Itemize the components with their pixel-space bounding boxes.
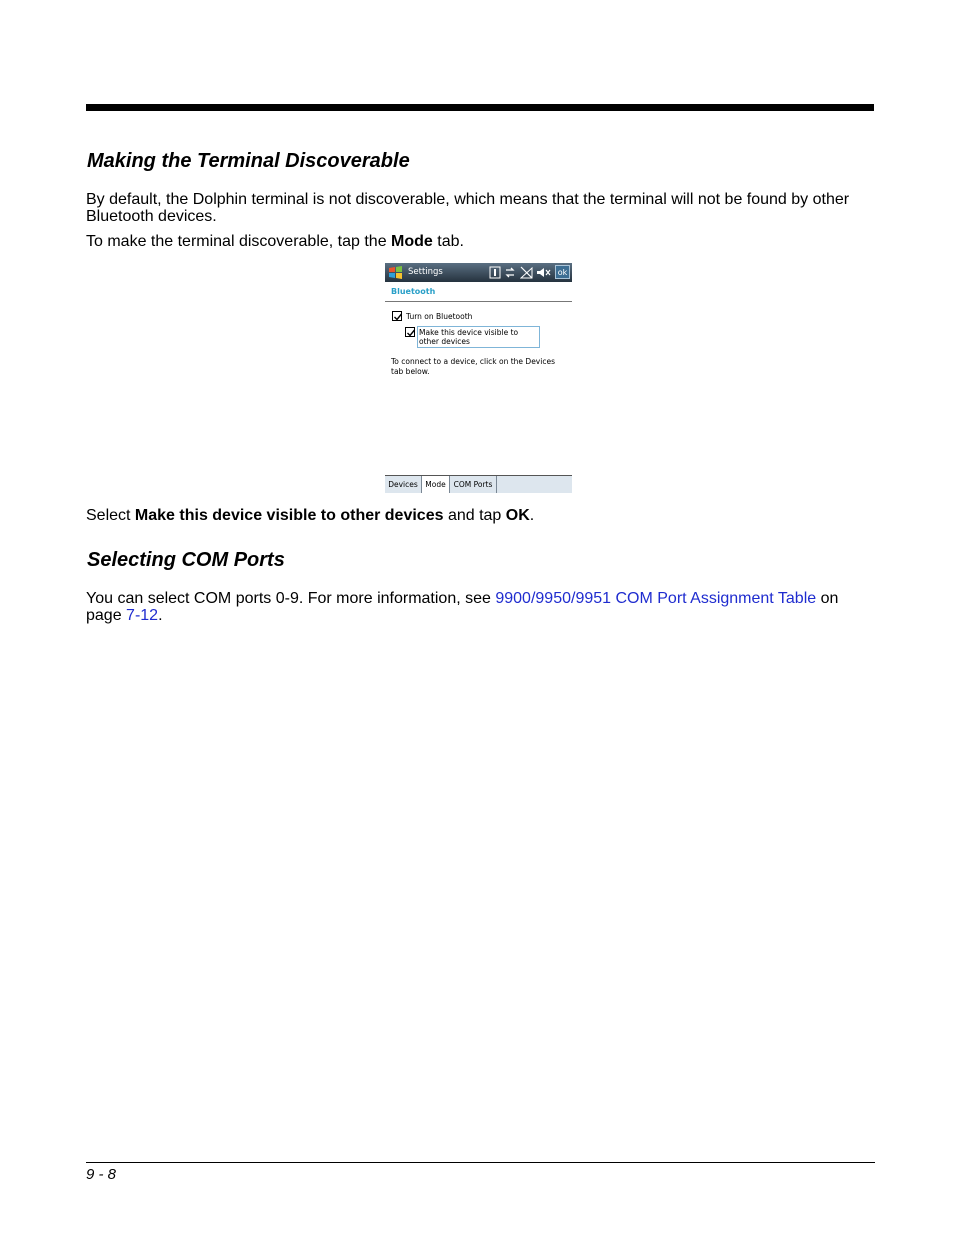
footer-rule [86,1162,875,1163]
mode-tab-instruction [86,233,876,250]
mode-term: Mode [391,233,433,250]
tab-com-ports[interactable]: COM Ports [450,476,497,493]
text-fragment: on page [86,590,839,624]
com-ports-paragraph [86,590,876,624]
device-screenshot [385,263,572,493]
volume-muted-icon[interactable] [536,266,551,279]
tab-devices[interactable]: Devices [385,476,422,493]
turn-on-bluetooth-label: Turn on Bluetooth [406,312,473,321]
option-term: Make this device visible to other devices [134,507,444,524]
com-port-table-link[interactable]: 9900/9950/9951 COM Port Assignment Table [495,590,817,607]
page-reference-link[interactable]: 7-12 [126,607,159,624]
device-title-bar [385,263,572,282]
text-fragment: . [529,507,535,524]
visible-to-others-checkbox[interactable] [405,327,415,337]
connectivity-icon[interactable] [504,266,516,279]
info-status-icon[interactable] [489,266,501,279]
page-number: 9 - 8 [86,1166,117,1183]
ok-term: OK [505,507,530,524]
text-fragment: You can select COM ports 0-9. For more information, see [86,590,496,607]
turn-on-bluetooth-checkbox[interactable] [392,311,402,321]
text-fragment: To make the terminal discoverable, tap the [86,233,392,250]
section-heading-discoverable: Making the Terminal Discoverable [87,150,410,172]
checkmark-icon [393,312,403,322]
bluetooth-section-title: Bluetooth [391,287,436,296]
text-fragment: and tap [443,507,506,524]
windows-start-icon[interactable] [388,265,403,280]
ok-button[interactable]: ok [555,265,570,279]
select-instruction [86,507,876,524]
tab-mode[interactable]: Mode [422,476,450,493]
signal-off-icon[interactable] [520,266,533,279]
connect-info-text: To connect to a device, click on the Devices tab below. [391,357,555,376]
device-title: Settings [408,267,443,277]
header-rule [86,104,874,111]
text-fragment: . [158,607,163,624]
device-tab-bar [385,475,572,493]
section-divider [385,301,572,302]
section-heading-com-ports: Selecting COM Ports [87,549,285,571]
text-fragment: tab. [432,233,464,250]
intro-paragraph: By default, the Dolphin terminal is not discoverable, which means that the terminal will not be found by other Bluetooth devices. [86,191,850,225]
text-fragment: Select [86,507,135,524]
visible-to-others-label: Make this device visible to other devices [419,328,519,346]
checkmark-icon [406,328,416,338]
